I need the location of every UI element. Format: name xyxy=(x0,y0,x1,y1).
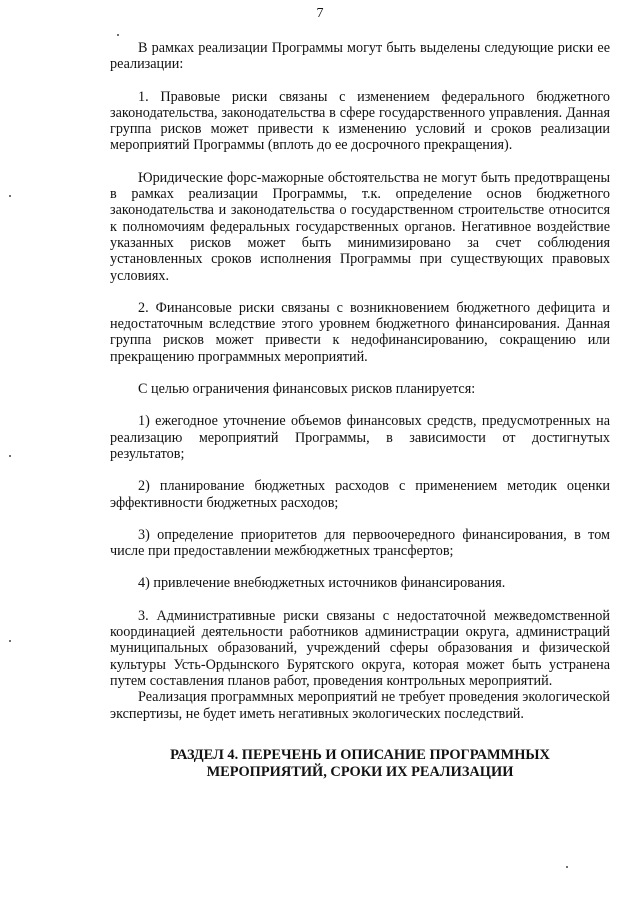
list-item-3: 3) определение приоритетов для первоочередного финансирования, в том числе при предоставлении межбюджетных трансфертов; xyxy=(110,526,610,560)
scan-speck xyxy=(9,455,11,457)
scan-speck xyxy=(9,195,11,197)
ecology-paragraph: Реализация программных мероприятий не требует проведения экологической экспертизы, не будет иметь негативных экологических последствий. xyxy=(110,689,610,722)
scan-speck xyxy=(566,866,568,868)
legal-risks-paragraph: 1. Правовые риски связаны с изменением федерального бюджетного законодательства, законодательства в сфере государственного управления. Данная группа рисков может привести к изменению условий и сроков реализации мероприятий Программы (вплоть до ее досрочного прекращения). xyxy=(110,88,610,154)
scan-speck xyxy=(9,640,11,642)
force-majeure-paragraph: Юридические форс-мажорные обстоятельства не могут быть предотвращены в рамках реализации Программы, т.к. определение основ бюджетного законодательства и законодательства о государственном строительстве относится к полномочиям федеральных государственных органов. Негативное воздействие указанных рисков может быть минимизировано за счет соблюдения установленных сроков исполнения Программы при существующих правовых условиях. xyxy=(110,169,610,284)
section-heading-line-1: РАЗДЕЛ 4. ПЕРЕЧЕНЬ И ОПИСАНИЕ ПРОГРАММНЫХ xyxy=(170,746,550,763)
section-heading xyxy=(110,747,610,781)
financial-risks-paragraph: 2. Финансовые риски связаны с возникновением бюджетного дефицита и недостаточным вследствие этого уровнем бюджетного финансирования. Данная группа рисков может привести к недофинансированию, сокращению или прекращению программных мероприятий. xyxy=(110,299,610,365)
list-item-1: 1) ежегодное уточнение объемов финансовых средств, предусмотренных на реализацию мероприятий Программы, в зависимости от достигнутых результатов; xyxy=(110,413,610,462)
page-number: 7 xyxy=(316,6,324,21)
intro-paragraph: В рамках реализации Программы могут быть выделены следующие риски ее реализации: xyxy=(110,40,610,73)
financial-risk-limits-intro: С целью ограничения финансовых рисков планируется: xyxy=(138,381,476,398)
scan-speck xyxy=(117,34,119,36)
list-item-2: 2) планирование бюджетных расходов с применением методик оценки эффективности бюджетных расходов; xyxy=(110,478,610,511)
list-item-4: 4) привлечение внебюджетных источников финансирования. xyxy=(138,575,506,592)
document-body xyxy=(110,40,610,781)
administrative-risks-paragraph: 3. Административные риски связаны с недостаточной межведомственной координацией деятельности работников администрации округа, администраций муниципальных образований, учреждений сферы образования и физической культуры Усть-Ордынского Бурятского округа, которая может быть устранена путем составления планов работ, проведения контрольных мероприятий. xyxy=(110,607,610,689)
section-heading-line-2: МЕРОПРИЯТИЙ, СРОКИ ИХ РЕАЛИЗАЦИИ xyxy=(206,763,514,780)
